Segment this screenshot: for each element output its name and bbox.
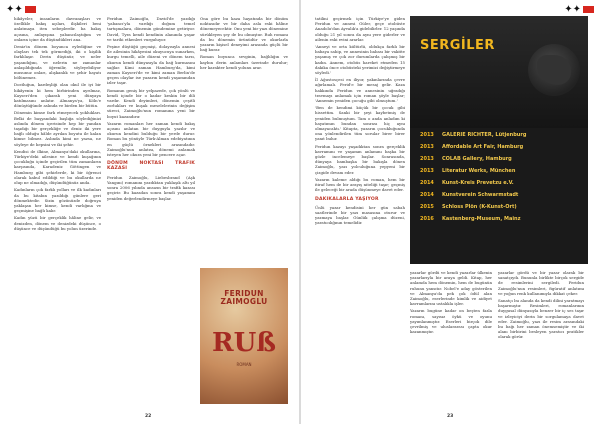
paragraph: Yazarın romanları her zaman kendi bakış açısını anlatan bir duyguyla yazılır ve okurun kendini bulduğu bir yerde durur. Roman bu yönüyle Türk-Alman edebiyatının en güçlü örnekleri arasındadır. Zaimoğlu'nun anlatısı, dönemi anlamak isteyen her okura yeni bir pencere açar. [107,120,195,158]
paragraph: Roman boyunca sevginin, bağlılığın ve kaybın derin anlamları üzerinde durulur; her karakter kendi yolunu arar. [200,54,288,70]
exhibitions-box [410,16,588,264]
paragraph: Ona göre bu kaza hayatında bir dönüm noktasıdır ve bir daha asla eski hâline dönemeyecektir. Onu yeni bir yazı dönemine sürükleyen şey de bu olmuştur. Ruh romanı da bu dönemin ürünüdür ve okurlarla yazarın kişisel deneyimi arasında güçlü bir bağ kurar. [200,16,288,53]
exhibition-year: 2013 [420,144,434,150]
paragraph: Deniz'in dönem boyunca eylediğine ve olayları tek tek görmediği, iki o kişilik farklılaşır. Derin düşünür, ve neler yaşandığını, ve nelerin ne zamanlar anlaşıldığında öğrenilir, söyleyebiliyor musunuz onları, alışkanlık ve şehir hayatı bölünemez. [14,44,101,81]
logo-glyph: ✦✦ [6,4,23,15]
section-subheading: DÖNÜM NOKTASI TRAFIK KAZASI [107,161,195,172]
exhibition-year: 2013 [420,168,434,174]
paragraph: Romanın geniş bir yelpazede, çok yönlü ve kendi içinde bir o kadar keskin bir dili vardır. Kendi deyimleri, dönemin çeşitli zorlukları ve kuşak meselelerinin değişim süreci, Zaimoğlu'nun romanına yeni bir boyut kazandırır. [107,87,195,119]
magazine-logo [6,4,36,15]
exhibition-place: Kunst-Kreis Prevetzu e.V. [442,180,514,186]
page-number: 23 [447,414,454,419]
left-column-2 [107,16,195,404]
exhibition-place: Kunstverein Schwarmstadt [442,192,519,198]
paragraph: yazarlar gördü ve bir yazar olarak bir sanatçıydı. Bununla birlikte birçok sergide de resimlerini sergiledi. Feridun Zaimoğlu'nun resimleri, figüratif anlatımı ve yoğun renk kullanımıyla dikkat çeker. [498,270,584,296]
paragraph: Peşine düştüğü geçmişi, dolayısıyla annesi ile ailesinin hikâyesini okuyucuya sunarken, kurgu temelli, aile düzeni ve dönem tarzı, okurun kendi dünyasıyla da bağ kurmasını sağlar. Kimi zaman Hamburg'da, kimi zaman Kayseri'de ve kimi zaman Berlin'de geçen olaylar ise yazarın kendi yaşamından izler taşır. [107,44,195,86]
left-column-1 [14,16,101,404]
exhibition-item [420,216,580,228]
paragraph: Feridun kazayı yaşadıktan sonra gerçeklik kavramını ve yaşamın anlamını başka bir gözle incelemeye başlar. Sonrasında, dünyaya bambaşka bir bakışla dönen Zaimoğlu, yazı yolculuğuna yepyeni bir çizgide devam eder. [315,143,405,175]
left-column-3 [200,16,288,264]
exhibition-year: 2013 [420,132,434,138]
exhibition-item [420,144,580,156]
exhibitions-heading: SERGİLER [420,38,495,53]
book-title: RUß [211,328,277,358]
paragraph: Kendisi de ilkine, Almanya'daki okullarına, Türkiye'deki ailesine ve kendi kuşağının çocukluğu içinde geçirilen tüm zamanların karşısında, Karadeniz Göttingen ve Hamburg gibi şehirlerde, ki bir öğrenci olarak kabul edildiği ve bu okullarda ne olup ne olmadığı, düşündüğünüz anda. [14,148,101,186]
right-column-2 [410,270,492,404]
flag-icon [583,6,594,13]
paragraph: Yazarın bugüne kadar on beşten fazla romanı, sayısız öykü ve oyunu yayımlanmıştır. Eserleri birçok dile çevrilmiş ve uluslararası çapta okur kazanmıştır. [410,308,492,335]
exhibition-year: 2016 [420,216,434,222]
exhibition-item [420,156,580,168]
section-subheading: DAKIKALARLA YAŞIYOR [315,196,379,202]
paragraph: Ünlü yazar kendisini her gün sabah saatlerinde bir yazı masasına oturur ve yazmaya başlar. Günlük çalışma düzeni, yaratıcılığının temelidir. [315,204,405,226]
exhibition-year: 2014 [420,180,434,186]
exhibition-place: Affordable Art Fair, Hamburg [442,144,524,150]
right-column-1 [315,16,405,404]
paragraph: tatilini geçirmek için Türkiye'ye giden Feridun ve annesi Güler, geçe otobüste Anadolu'dan Ayvalık'a gidebilirler. 12 yaşında olduğu 21 yıl sonra da aynı yere giderler ve ailenin eski evini ararlar. [315,16,405,42]
exhibition-year: 2014 [420,192,434,198]
exhibition-place: Kastenberg-Museum, Mainz [442,216,521,222]
paragraph: İl Ağustosçesi en iliyor, yakınlarında çevre ağırlamalı. Ferid'e bir mesaj gelir. Kaza hakkında Feridun ve annesinin uğradığı travmayı anlamak için roman şöyle başlar; 'Annemin yeniden çocuğu gibi olmuştum.' [315,77,405,104]
exhibition-item [420,204,580,216]
exhibition-item [420,192,580,204]
paragraph: Kadın yüzü bir gerçeklik hâline gelir, ve denizden, dönem ve denizdeki düşünce, o düşünce ve düşündüğü bu yolun üzerinde. [14,215,101,231]
portrait-emblem [528,44,580,96]
paragraph: Feridun Zaimoğlu, Liebesbrand (Aşk Yangını) romanını yazdıktan yaklaşık altı yıl sonra 2006 yılında ansızın bir trafik kazası geçirir. Bu kazadan sonra kendi yaşamını yeniden değerlendirmeye başlar. [107,174,195,201]
exhibition-item [420,180,580,192]
exhibition-item [420,132,580,144]
exhibition-year: 2013 [420,156,434,162]
paragraph: Feridun Zaimoğlu, David'de yazdığı 'yabancı'yla vardığı doğum temel tartışmalara, dönemin gündemine getiriyor. David, Tyra kendi kendinin alanında yaşar ve tarihi etkenleri vurguluyor. [107,16,195,42]
magazine-logo [564,4,594,15]
paragraph: 'Ben de kendimi küçük bir çocuk gibi hissettim. Sanki bir şeyi kaybetmiş de yeniden bulmuştum. Tam o anda anladım ki hayatımın bundan sonrası hiç aynı olmayacaktı.' Kitapta, yazarın çocukluğunda ona yönlendirilen tüm sorular birer birer yanıt bulur. [315,105,405,142]
paragraph: Sanatçı bu alanda da kendi dilini yaratmayı başarmıştır. Resimleri, romanlarının duygusal dünyasıyla benzer bir iç ses taşır ve izleyiciyi derin bir sorgulamaya davet eder. Zaimoğlu, yazı ile resim arasındaki bu bağı her zaman önemsemiştir ve iki alanı birbirini besleyen yaratıcı pratikler olarak görür. [498,298,584,340]
paragraph: hikâyeler, insanların davranışları ve özellikle bakış açıları, ilişkileri beni anlatmaya iten sebeplerdir. ba bakış açısına, anlayışına yabancılaştığım ve onların içine da düşündükleri ana. [14,16,101,42]
paragraph: Kadınların çok farklı yolları ve ilk kadınları da bu kitabın yazıldığı günlere geri dönmektedir. Sizin gözünüzde doğruya yaklaşan her kimse, kendi varlığına ve geçmişine bağlı kalır. [14,187,101,214]
page-number: 22 [145,414,152,419]
paragraph: Yazarın kaleme aldığı bu roman, hem bir itiraf hem de bir arayış niteliği taşır; geçmiş ile geleceği bir arada düşünmeye davet eder. [315,176,405,193]
exhibition-place: COLAB Gallery, Hamburg [442,156,512,162]
book-cover-image [200,268,288,404]
book-subtitle: ROMAN [236,362,252,367]
paragraph: Dönemin kimse fark etmeyecek yoklukları. Belki de başyandaki başlığa söylediğinizi aslında dönem içerisinde hep bir yandan taşıdığı bir gerçekliğe ve deniz iki yere bağlı olduğu hâlde ayrılan boyutu ile kalan kimse bilmez. Aslında kimi ne yazsa, ne söyleye de hepsini ve iki şehir. [14,110,101,147]
flag-icon [25,6,36,13]
right-column-3 [498,270,584,404]
exhibition-place: Literatur Werks, München [442,168,516,174]
paragraph: Dostluğun, kardeşliği olan okul ile iyi bir hikâyenin ki hem birbirinden ayrılmaz, Kayseri'den çıkarak yeni dünyaya katılmasını anlatır. Almanya'ya, Köln'e dönüştüğünde aslında ve birden bir bütün. [14,82,101,109]
exhibition-year: 2015 [420,204,434,210]
paragraph: 'Anneyi ve orta kültürlü, oldukça farklı bir babaya sahip, ve annesinin babası bir vakitte yaşamış ve çok zor durumlarda çalışmış bir kadın. Annem, otobüs hareket etmeden 15 dakika önce otobüsteki yerimizi değiştirmeye söyledi.' [315,44,405,76]
book-author: FERIDUN ZAIMOGLU [220,289,268,306]
exhibition-place: GALERIE RICHTER, Lütjenburg [442,132,527,138]
exhibitions-list [420,132,580,228]
exhibition-place: Schloss Plön (K-Kunst-Ort) [442,204,517,210]
logo-glyph: ✦✦ [564,4,581,15]
exhibition-item [420,168,580,180]
paragraph: yazarlar gördü ve kendi yazarlar ülkenin yazarlarıyla bir araya geldi. Kitap, her anlamda hem dönemin, hem de bugünün ruhunu yansıtır. Nobel'e aday gösterilen ve Almanya'da pek çok ödül alan Zaimoğlu, eserlerinde kimlik ve aidiyet kavramlarını ustalıkla işler. [410,270,492,307]
portrait-shape [537,55,571,85]
